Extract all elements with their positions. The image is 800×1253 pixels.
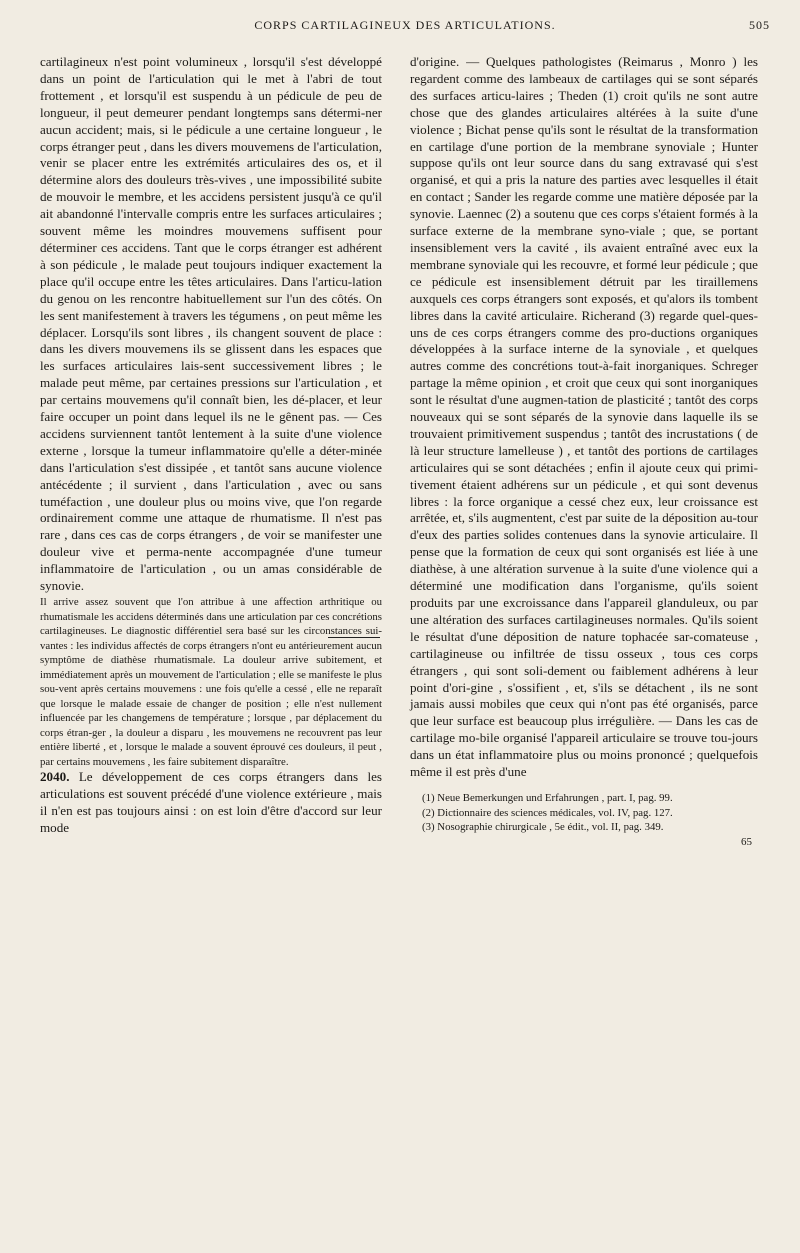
section-paragraph	[40, 769, 382, 837]
footnote: (2) Dictionnaire des sciences médicales, vol. IV, pag. 127.	[422, 806, 673, 819]
running-header	[40, 18, 770, 38]
body-paragraph: cartilagineux n'est point volumineux , lorsqu'il s'est développé dans un point de l'articulation qui le met à l'abri de tout frottement , et lorsqu'il est suspendu à un pédicule de peu de longueur, il peut demeurer pendant longtemps sans détermi-ner aucun accident; mais, si le pédicule a une certaine longueur , le corps étranger peut , dans les divers mouvemens de l'articulation, venir se placer entre les extrémités articulaires des os, et il détermine alors des douleurs très-vives , une impossibilité subite de mouvoir le membre, et les accidens persistent jusqu'à ce qu'il ait abandonné l'intervalle compris entre les surfaces articulaires ; souvent même les moindres mouvemens suffisent pour déterminer ces accidens. Tant que le corps étranger est adhérent à son pédicule , le malade peut toujours indiquer exactement la place qu'il occupe entre les têtes articulaires. Dans l'articu-lation du genou on les rencontre habituellement sur l'un des côtés. On les sent manifestement à travers les tégumens , on peut même les déplacer. Lorsqu'ils sont libres , ils changent souvent de place : dans les divers mouvemens ils se glissent dans les espaces que les surfaces articulaires lais-sent successivement libres ; le malade peut même, par certaines pressions sur l'articulation , et par certains mouvemens qu'il connaît bien, les dé-placer, et leur faire occuper un point dans lequel ils ne le gênent pas. — Ces accidens surviennent tantôt lentement à la suite d'une violence externe , lorsque la tumeur inflammatoire qu'elle a déter-minée dans l'articulation s'est dissipée , et tantôt sans aucune violence antécédente ; il survient , dans l'articulation , avec ou sans tuméfaction , une douleur plus ou moins vive, que l'on regarde ordinairement comme une attaque de rhumatisme. Il n'est pas rare , dans ces cas de corps étrangers , de voir se manifester une douleur vive et perma-nente accompagnée d'une tumeur inflammatoire de l'articulation , ou un amas considérable de synovie.	[40, 54, 382, 594]
body-paragraph: d'origine. — Quelques pathologistes (Reimarus , Monro ) les regardent comme des lambeaux de cartilages qui se sont séparés des surfaces articu-laires ; Theden (1) croit qu'ils ne sont autre chose que des glandes articulaires altérées à la suite d'une violence ; Bichat pense qu'ils sont le résultat de la transformation en cartilage d'une portion de la membrane synoviale ; Hunter suppose qu'ils ont leur source dans du sang extravasé qui s'est organisé, et qui a pris la nature des parties avec lesquelles il était en contact ; Sander les regarde comme une matière déposée par la synovie. Laennec (2) a soutenu que ces corps s'étaient formés à la surface externe de la membrane syno-viale ; que, se portant insensiblement vers la cavité , ils avaient entraîné avec eux la membrane synoviale qui les recouvre, et formé leur pédicule ; que ce pédicule est insensiblement détruit par les tiraillemens auxquels ces corps étrangers sont exposés, et qu'alors ils tombent libres dans la cavité articulaire. Richerand (3) regarde quel-ques-uns de ces corps étrangers comme des pro-ductions organiques développées à la surface interne de la synoviale , et quelques autres comme des concrétions tout-à-fait inorganiques. Schreger partage la même opinion , et croit que ceux qui sont inorganiques sont le résultat d'une augmen-tation de plasticité ; tantôt des corps nouveaux qui se sont séparés de la synovie dans laquelle ils se trouvaient primitivement suspendus ; tantôt des incrustations ( de là leur structure lamelleuse ) , et tantôt des portions de cartilages articulaires qui se sont détachées ; enfin il ajoute ceux qui primi-tivement étaient adhérens sur un pédicule , et qui sont devenus libres : la force organique a cessé chez eux, leur croissance est arrêtée, et, s'ils augmentent, c'est par suite de la déposition au-tour d'eux des parties solides contenues dans la synovie articulaire. Il pense que la formation de ceux qui sont organisés est liée à une diathèse, à une altération survenue à la suite d'une violence qui a déterminé une modification dans l'organisme, qu'ils soient produits par une excroissance dans l'appareil glanduleux, ou par une altération des surfaces cartilagineuses normales. Qu'ils soient le résultat d'une déposition de nature tophacée sar-comateuse , cartilagineuse ou infiltrée de tissu osseux , tous ces corps étrangers , qui sont soli-dement ou faiblement adhérens à leur point d'ori-gine , s'ossifient , et, s'ils se détachent , ils ne sont jamais aussi mobiles que ceux qui n'ont pas été organisés, parce que leur surface est beaucoup plus irrégulière. — Dans les cas de cartilage mo-bile organisé l'appareil articulaire se trouve tou-jours dans un état inflammatoire plus ou moins prononcé ; quelquefois même il est près d'une	[410, 54, 758, 780]
margin-mark	[328, 637, 380, 638]
section-text: Le développement de ces corps étrangers dans les articulations est souvent précédé d'une violence extérieure , mais il n'en est pas toujours ainsi : on est loin d'être d'accord sur leur mode	[40, 769, 382, 835]
footnote: (3) Nosographie chirurgicale , 5e édit., vol. II, pag. 349.	[422, 821, 664, 834]
section-number: 2040.	[40, 769, 70, 784]
signature-mark: 65	[741, 835, 752, 848]
footnote: (1) Neue Bemerkungen und Erfahrungen , part. I, pag. 99.	[422, 791, 673, 804]
running-title: CORPS CARTILAGINEUX DES ARTICULATIONS.	[254, 18, 556, 32]
footnotes	[410, 791, 758, 849]
left-column	[40, 54, 382, 837]
page-number: 505	[749, 18, 770, 32]
small-print-note: Il arrive assez souvent que l'on attribue à une affection arthritique ou rhumatismale les accidens déterminés dans une articulation par ces concrétions cartilagineuses. Le diagnostic différentiel sera basé sur les circonstances sui-vantes : les individus affectés de corps étrangers n'ont eu antérieurement aucun symptôme de diathèse rhumatismale. La douleur arrive subitement, et immédiatement après un mouvement de l'articulation ; elle se manifeste le plus sou-vent après certains mouvemens : une fois qu'elle a cessé , elle ne reparaît que lorsque le malade essaie de changer de position ; elle n'est nullement influencée par les changemens de température ; lorsque , par déplacement du corps étran-ger , la douleur a disparu , les mouvemens ne recouvrent pas leur entière liberté , et , lorsque le malade a souvent éprouvé ces douleurs, il peut , par certains mouvemens , les faire subitement disparaître.	[40, 596, 382, 768]
right-column	[410, 54, 758, 849]
